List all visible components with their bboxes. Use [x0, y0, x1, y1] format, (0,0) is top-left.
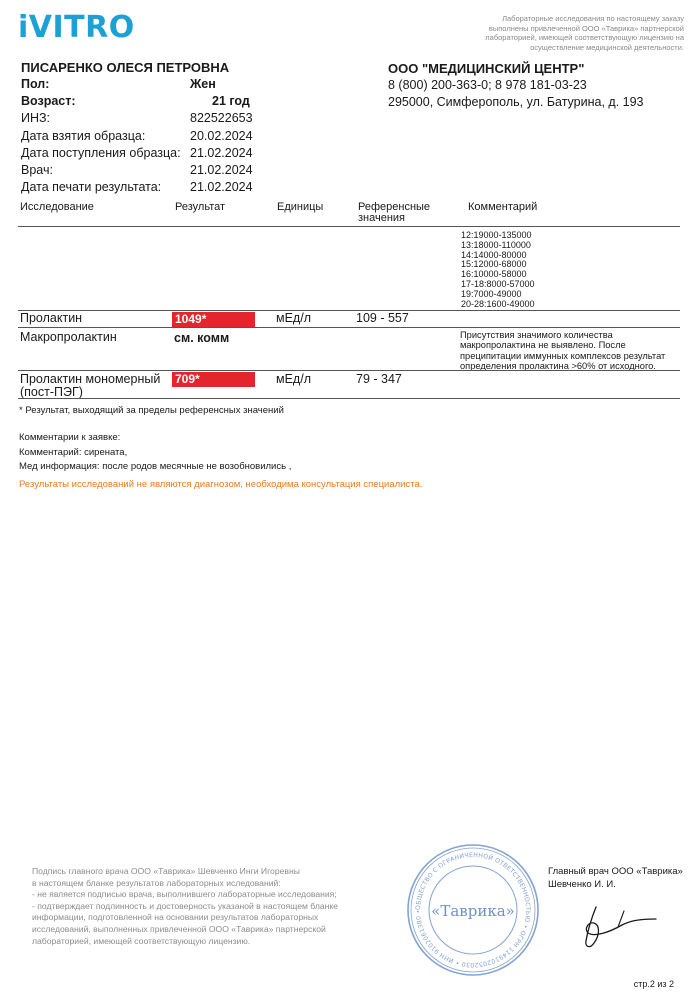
result-flag-prolactin-monomeric: 709*	[172, 372, 255, 387]
order-comments	[19, 431, 291, 475]
units-prolactin: мЕд/л	[276, 311, 311, 325]
reference-by-week-list	[461, 231, 535, 309]
doctor-title: Главный врач ООО «Таврика»	[548, 866, 683, 877]
field-label: ИНЗ:	[21, 111, 51, 126]
field-value: 20.02.2024	[190, 128, 253, 143]
organization-phones: 8 (800) 200-363-0; 8 978 181-03-23	[388, 78, 587, 93]
reference-prolactin: 109 - 557	[356, 311, 409, 325]
field-value: 21.02.2024	[190, 162, 253, 177]
reference-week-item: 14:14000-80000	[461, 249, 527, 260]
field-value: Жен	[190, 77, 216, 91]
test-name-macroprolactin: Макропролактин	[20, 330, 117, 344]
reference-header-line1: Референсные	[358, 201, 431, 213]
diagnosis-warning: Результаты исследований не являются диагнозом, необходима консультация специалиста.	[19, 479, 423, 490]
signature-note-line: лабораторией, имеющей соответствующую лицензию.	[32, 935, 251, 946]
row-divider	[18, 370, 680, 371]
comment-line: определения пролактина >60% от исходного.	[460, 361, 656, 372]
field-label: Дата поступления образца:	[21, 145, 181, 160]
signature-note-line: Подпись главного врача ООО «Таврика» Шевченко Инги Игоревны	[32, 866, 300, 876]
signature-note-line: в настоящем бланке результатов лабораторных иследований:	[32, 877, 281, 888]
units-prolactin-monomeric: мЕд/л	[276, 372, 311, 386]
test-name-prolactin-monomeric: Пролактин мономерный	[20, 372, 161, 386]
chief-doctor-block	[548, 866, 683, 891]
reference-week-item: 16:10000-58000	[461, 269, 527, 280]
out-of-range-footnote: * Результат, выходящий за пределы референсных значений	[19, 405, 284, 416]
reference-header-line2: значения	[358, 212, 406, 224]
test-name-prolactin-monomeric-suffix: (пост-ПЭГ)	[20, 385, 83, 399]
field-label: Врач:	[21, 162, 53, 177]
field-value: 822522653	[190, 111, 253, 126]
test-name-prolactin: Пролактин	[20, 311, 83, 325]
reference-week-item: 19:7000-49000	[461, 288, 522, 299]
header-divider	[18, 226, 680, 227]
reference-week-item: 15:12000-68000	[461, 259, 527, 270]
field-label: Пол:	[21, 77, 50, 91]
doctor-name: Шевченко И. И.	[548, 878, 616, 890]
reference-week-item: 20-28:1600-49000	[461, 298, 535, 309]
comment-line: Присутствия значимого количества	[460, 330, 613, 340]
reference-week-item: 17-18:8000-57000	[461, 278, 535, 289]
table-bottom-divider	[18, 398, 680, 399]
stamp-ring-text: ОБЩЕСТВО С ОГРАНИЧЕННОЙ ОТВЕТСТВЕННОСТЬЮ • ОГРН 1149102052030 • ИНН 9102061380 •	[414, 851, 532, 969]
comment-macroprolactin	[460, 330, 680, 372]
stamp-center-text: «Таврика»	[431, 902, 515, 920]
reference-week-item: 12:19000-135000	[461, 230, 532, 240]
doctor-signature	[578, 903, 660, 951]
signature-note	[32, 866, 362, 947]
column-header-test: Исследование	[20, 201, 94, 213]
organization-name: ООО "МЕДИЦИНСКИЙ ЦЕНТР"	[388, 61, 585, 76]
organization-address: 295000, Симферополь, ул. Батурина, д. 193	[388, 95, 644, 110]
field-label: Дата взятия образца:	[21, 128, 146, 143]
order-comments-title: Комментарии к заявке:	[19, 432, 121, 443]
field-label: Дата печати результата:	[21, 180, 162, 195]
reference-prolactin-monomeric: 79 - 347	[356, 372, 402, 386]
column-header-units: Единицы	[277, 201, 324, 213]
organization-block	[388, 60, 644, 112]
signature-note-line: - не является подписью врача, выполнившего лабораторные исследования;	[32, 889, 337, 900]
reference-week-item: 13:18000-110000	[461, 239, 531, 250]
column-header-reference	[358, 202, 430, 224]
lab-note: Лабораторные исследования по настоящему заказу выполнены привлеченной ООО «Таврика» партнерской лабораторией, имеющей соответствующую лицензию на осуществление медицинской деятельности.	[485, 14, 684, 52]
field-value: 21 год	[212, 94, 250, 109]
column-header-result: Результат	[175, 201, 226, 213]
signature-note-line: информации, подготовленной на основании результатов лабораторных	[32, 912, 319, 923]
page-number: стр.2 из 2	[633, 979, 674, 989]
row-divider	[18, 310, 680, 311]
patient-name: ПИСАРЕНКО ОЛЕСЯ ПЕТРОВНА	[21, 60, 230, 75]
field-label: Возраст:	[21, 94, 76, 109]
order-med-info: Мед информация: после родов месячные не возобновились ,	[19, 461, 292, 472]
result-macroprolactin: см. комм	[174, 331, 230, 345]
field-value: 21.02.2024	[190, 180, 253, 195]
comment-line: преципитации иммунных комплексов результат	[460, 350, 666, 361]
comment-line: макропролактина не выявлено. После	[460, 340, 626, 351]
order-comment: Комментарий: сирената,	[19, 446, 128, 458]
organization-stamp	[405, 842, 541, 978]
column-header-comment: Комментарий	[468, 201, 538, 213]
result-flag-prolactin: 1049*	[172, 312, 255, 327]
signature-note-line: - подтверждает подлинность и достоверность указаной в настоящем бланке	[32, 900, 338, 911]
row-divider	[18, 327, 680, 328]
ivitro-logo: iVITRO	[18, 10, 135, 45]
signature-note-line: исследований, выполненных привлеченной ООО «Таврика» партнерской	[32, 923, 326, 934]
field-value: 21.02.2024	[190, 145, 253, 160]
